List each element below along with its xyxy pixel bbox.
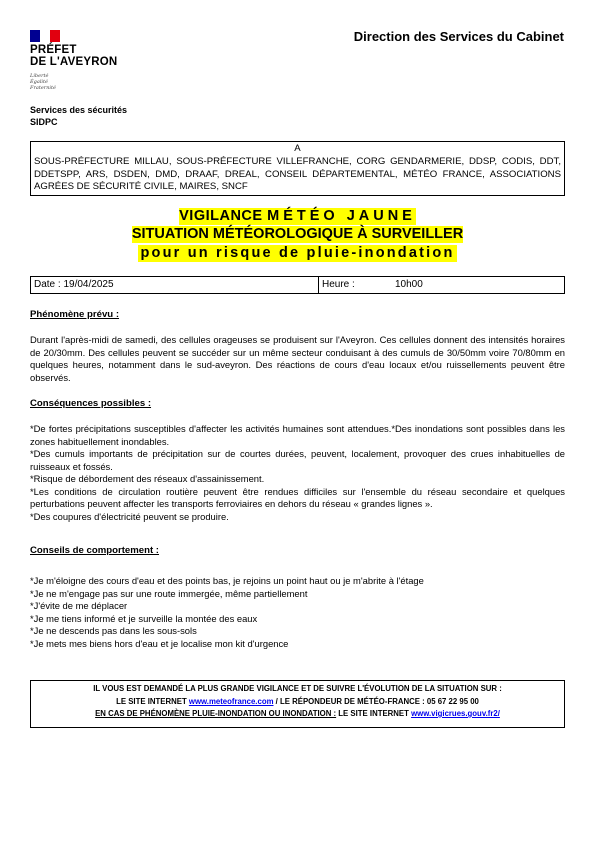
- consequences-list: [30, 423, 565, 523]
- conseils-list: [30, 575, 565, 650]
- footer-line2: [31, 696, 564, 709]
- conseil-item: *Je m'éloigne des cours d'eau et des points bas, je rejoins un point haut ou je m'abrite à l'étage: [30, 575, 424, 586]
- footer-site-label: LE SITE INTERNET: [116, 696, 189, 706]
- flag-red: [50, 30, 60, 42]
- title-risque: pour un risque de pluie-inondation: [140, 245, 455, 261]
- flag-white: [40, 30, 50, 42]
- conseils-heading: Conseils de comportement :: [30, 545, 160, 556]
- services-line2: SIDPC: [30, 117, 58, 127]
- heure-value: 10h00: [395, 279, 423, 290]
- consequence-item: *Les conditions de circulation routière peuvent être rendues difficiles sur l'ensemble du réseau secondaire et quelques perturbations peuvent affecter les transports ferroviaires en dehors du réseau « grandes lignes ».: [30, 485, 565, 509]
- devise-liberte: Liberté: [30, 73, 49, 79]
- title-vigilance-line: [179, 208, 416, 225]
- services-block: [30, 104, 127, 128]
- direction-title: Direction des Services du Cabinet: [353, 29, 564, 44]
- conseil-item: *Je me tiens informé et je surveille la montée des eaux: [30, 612, 258, 624]
- footer-box: [30, 680, 565, 728]
- date-separator: [318, 277, 319, 293]
- marianne-flag-logo: [30, 30, 60, 42]
- prefet-line1: PRÉFET: [30, 44, 77, 56]
- vigicrues-link[interactable]: www.vigicrues.gouv.fr2/: [411, 709, 500, 718]
- consequence-item: *Des cumuls importants de précipitation sur de courtes durées, peuvent, localement, provoquer des crues inhabituelles de ruisseaux et fossés.: [30, 448, 565, 472]
- conseil-item: *Je mets mes biens hors d'eau et je localise mon kit d'urgence: [30, 637, 289, 649]
- title-situation: SITUATION MÉTÉOROLOGIQUE À SURVEILLER: [131, 226, 464, 242]
- phenomene-text: Durant l'après-midi de samedi, des cellules orageuses se produisent sur l'Aveyron. Ces cellules donnent des intensités horaires de 20/30mm. Des cellules peuvent se succéder sur un même secteur conduisant à des cumuls de 30/50mm voire 70/80mm en quelques heures, notamment dans le sud-aveyron. Des réactions de cours d'eau locaux et/ou ruissellements peuvent être observés.: [30, 334, 565, 383]
- conseil-item: *J'évite de me déplacer: [30, 600, 128, 611]
- services-line1: Services des sécurités: [30, 105, 128, 115]
- devise-fraternite: Fraternité: [30, 85, 56, 91]
- devise-block: [30, 73, 56, 91]
- meteofrance-link[interactable]: www.meteofrance.com: [188, 696, 274, 706]
- heure-label: Heure :: [322, 279, 355, 290]
- footer-crues-site-label: LE SITE INTERNET: [336, 709, 412, 718]
- consequence-item: *Risque de débordement des réseaux d'assainissement.: [30, 473, 265, 484]
- flag-blue: [30, 30, 40, 42]
- conseil-item: *Je ne m'engage pas sur une route immergée, même partiellement: [30, 587, 308, 599]
- recipients-a: A: [294, 143, 301, 154]
- footer-line1: IL VOUS EST DEMANDÉ LA PLUS GRANDE VIGILANCE ET DE SUIVRE L'ÉVOLUTION DE LA SITUATION SUR :: [93, 684, 502, 693]
- conseil-item: *Je ne descends pas dans les sous-sols: [30, 625, 197, 636]
- devise-egalite: Égalité: [30, 79, 48, 85]
- footer-repondeur: / LE RÉPONDEUR DE MÉTÉO-FRANCE : 05 67 22 95 00: [273, 696, 479, 706]
- prefet-block: [30, 44, 117, 68]
- date-text: Date : 19/04/2025: [34, 279, 114, 290]
- date-time-box: [30, 276, 565, 294]
- prefet-line2: DE L'AVEYRON: [30, 56, 118, 68]
- consequence-item: *De fortes précipitations susceptibles d'affecter les activités humaines sont attendues.*Des inondations sont possibles dans les zones habituellement inondables.: [30, 423, 565, 447]
- title-meteo-jaune: MÉTÉO JAUNE: [267, 208, 416, 224]
- footer-line3: [31, 708, 564, 721]
- phenomene-heading: Phénomène prévu :: [30, 309, 120, 320]
- footer-crues-label: EN CAS DE PHÉNOMÈNE PLUIE-INONDATION OU INONDATION :: [95, 709, 337, 718]
- recipients-list: SOUS-PRÉFECTURE MILLAU, SOUS-PRÉFECTURE VILLEFRANCHE, CORG GENDARMERIE, DDSP, CODIS, DDT, DDETSPP, ARS, DSDEN, DMD, DRAAF, DREAL, CONSEIL DÉPARTEMENTAL, MÉTÉO FRANCE, ASSOCIATIONS AGRÉES DE SÉCURITÉ CIVILE, MAIRES, SNCF: [34, 155, 561, 193]
- recipients-box: [30, 141, 565, 196]
- alert-title: [0, 207, 595, 262]
- title-vigilance: VIGILANCE: [179, 208, 263, 224]
- consequences-heading: Conséquences possibles :: [30, 398, 152, 409]
- consequence-item: *Des coupures d'électricité peuvent se produire.: [30, 510, 229, 522]
